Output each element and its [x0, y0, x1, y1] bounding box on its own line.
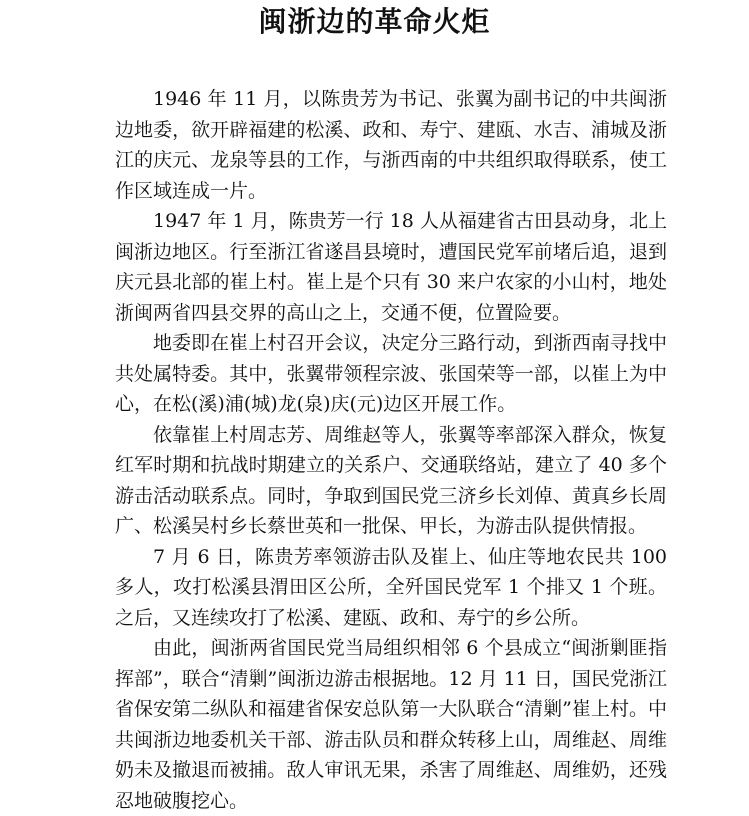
paragraph-6: 由此，闽浙两省国民党当局组织相邻 6 个县成立“闽浙剿匪指挥部”，联合“清剿”闽浙边游击根据地。12 月 11 日，国民党浙江省保安第二纵队和福建省保安总队第一大队联合“清剿”崔上村。中共闽浙边地委机关干部、游击队员和群众转移上山，周维赵、周维奶未及撤退而被捕。敌人审讯无果，杀害了周维赵、周维奶，还残忍地破腹挖心。: [115, 637, 667, 812]
paragraph-4: 依靠崔上村周志芳、周维赵等人，张翼等率部深入群众，恢复红军时期和抗战时期建立的关系户、交通联络站，建立了 40 多个游击活动联系点。同时，争取到国民党三济乡长刘倬、黄真乡长周广、松溪吴村乡长蔡世英和一批保、甲长，为游击队提供情报。: [115, 423, 667, 537]
paragraph-2: 1947 年 1 月，陈贵芳一行 18 人从福建省古田县动身，北上闽浙边地区。行至浙江省遂昌县境时，遭国民党军前堵后追，退到庆元县北部的崔上村。崔上是个只有 30 来户农家的小山村，地处浙闽两省四县交界的高山之上，交通不便，位置险要。: [115, 210, 667, 324]
article-body: [115, 84, 667, 816]
paragraph-5: 7 月 6 日，陈贵芳率领游击队及崔上、仙庄等地农民共 100 多人，攻打松溪县渭田区公所，全歼国民党军 1 个排又 1 个班。之后，又连续攻打了松溪、建瓯、政和、寿宁的乡公所。: [115, 545, 667, 629]
paragraph-1: 1946 年 11 月，以陈贵芳为书记、张翼为副书记的中共闽浙边地委，欲开辟福建的松溪、政和、寿宁、建瓯、水吉、浦城及浙江的庆元、龙泉等县的工作，与浙西南的中共组织取得联系，使工作区域连成一片。: [115, 88, 667, 202]
page-title: 闽浙边的革命火炬: [258, 5, 491, 38]
paragraph-3: 地委即在崔上村召开会议，决定分三路行动，到浙西南寻找中共处属特委。其中，张翼带领程宗波、张国荣等一部，以崔上为中心，在松(溪)浦(城)龙(泉)庆(元)边区开展工作。: [115, 332, 667, 415]
